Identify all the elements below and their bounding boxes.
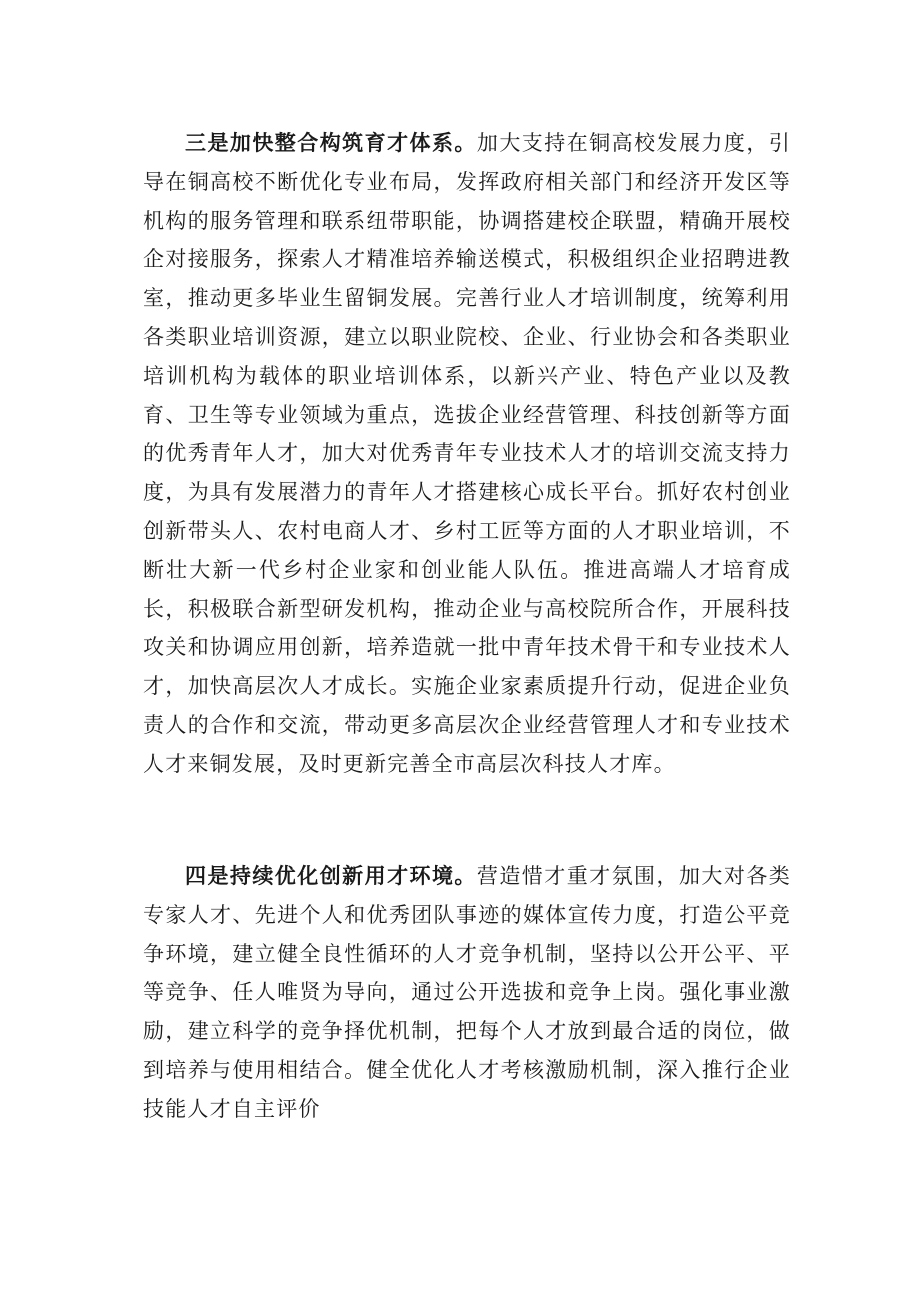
paragraph-body-text: 加大支持在铜高校发展力度，引导在铜高校不断优化专业布局，发挥政府相关部门和经济开发区等机构的服务管理和联系纽带职能，协调搭建校企联盟，精确开展校企对接服务，探索人才精准培养输送模式，积极组织企业招聘进教室，推动更多毕业生留铜发展。完善行业人才培训制度，统筹利用各类职业培训资源，建立以职业院校、企业、行业协会和各类职业培训机构为载体的职业培训体系，以新兴产业、特色产业以及教育、卫生等专业领域为重点，选拔企业经营管理、科技创新等方面的优秀青年人才，加大对优秀青年专业技术人才的培训交流支持力度，为具有发展潜力的青年人才搭建核心成长平台。抓好农村创业创新带头人、农村电商人才、乡村工匠等方面的人才职业培训，不断壮大新一代乡村企业家和创业能人队伍。推进高端人才培育成长，积极联合新型研发机构，推动企业与高校院所合作，开展科技攻关和协调应用创新，培养造就一批中青年技术骨干和专业技术人才，加快高层次人才成长。实施企业家素质提升行动，促进企业负责人的合作和交流，带动更多高层次企业经营管理人才和专业技术人才来铜发展，及时更新完善全市高层次科技人才库。 <box>143 131 791 776</box>
paragraph-lead-heading: 三是加快整合构筑育才体系。 <box>185 130 477 155</box>
paragraph-talent-environment <box>143 857 791 1129</box>
paragraph-talent-cultivation <box>143 124 791 784</box>
paragraph-lead-heading: 四是持续优化创新用才环境。 <box>185 863 477 888</box>
paragraph-body-text: 营造惜才重才氛围，加大对各类专家人才、先进个人和优秀团队事迹的媒体宣传力度，打造公平竞争环境，建立健全良性循环的人才竞争机制，坚持以公开公平、平等竞争、任人唯贤为导向，通过公开选拔和竞争上岗。强化事业激励，建立科学的竞争择优机制，把每个人才放到最合适的岗位，做到培养与使用相结合。健全优化人才考核激励机制，深入推行企业技能人才自主评价 <box>143 864 791 1121</box>
